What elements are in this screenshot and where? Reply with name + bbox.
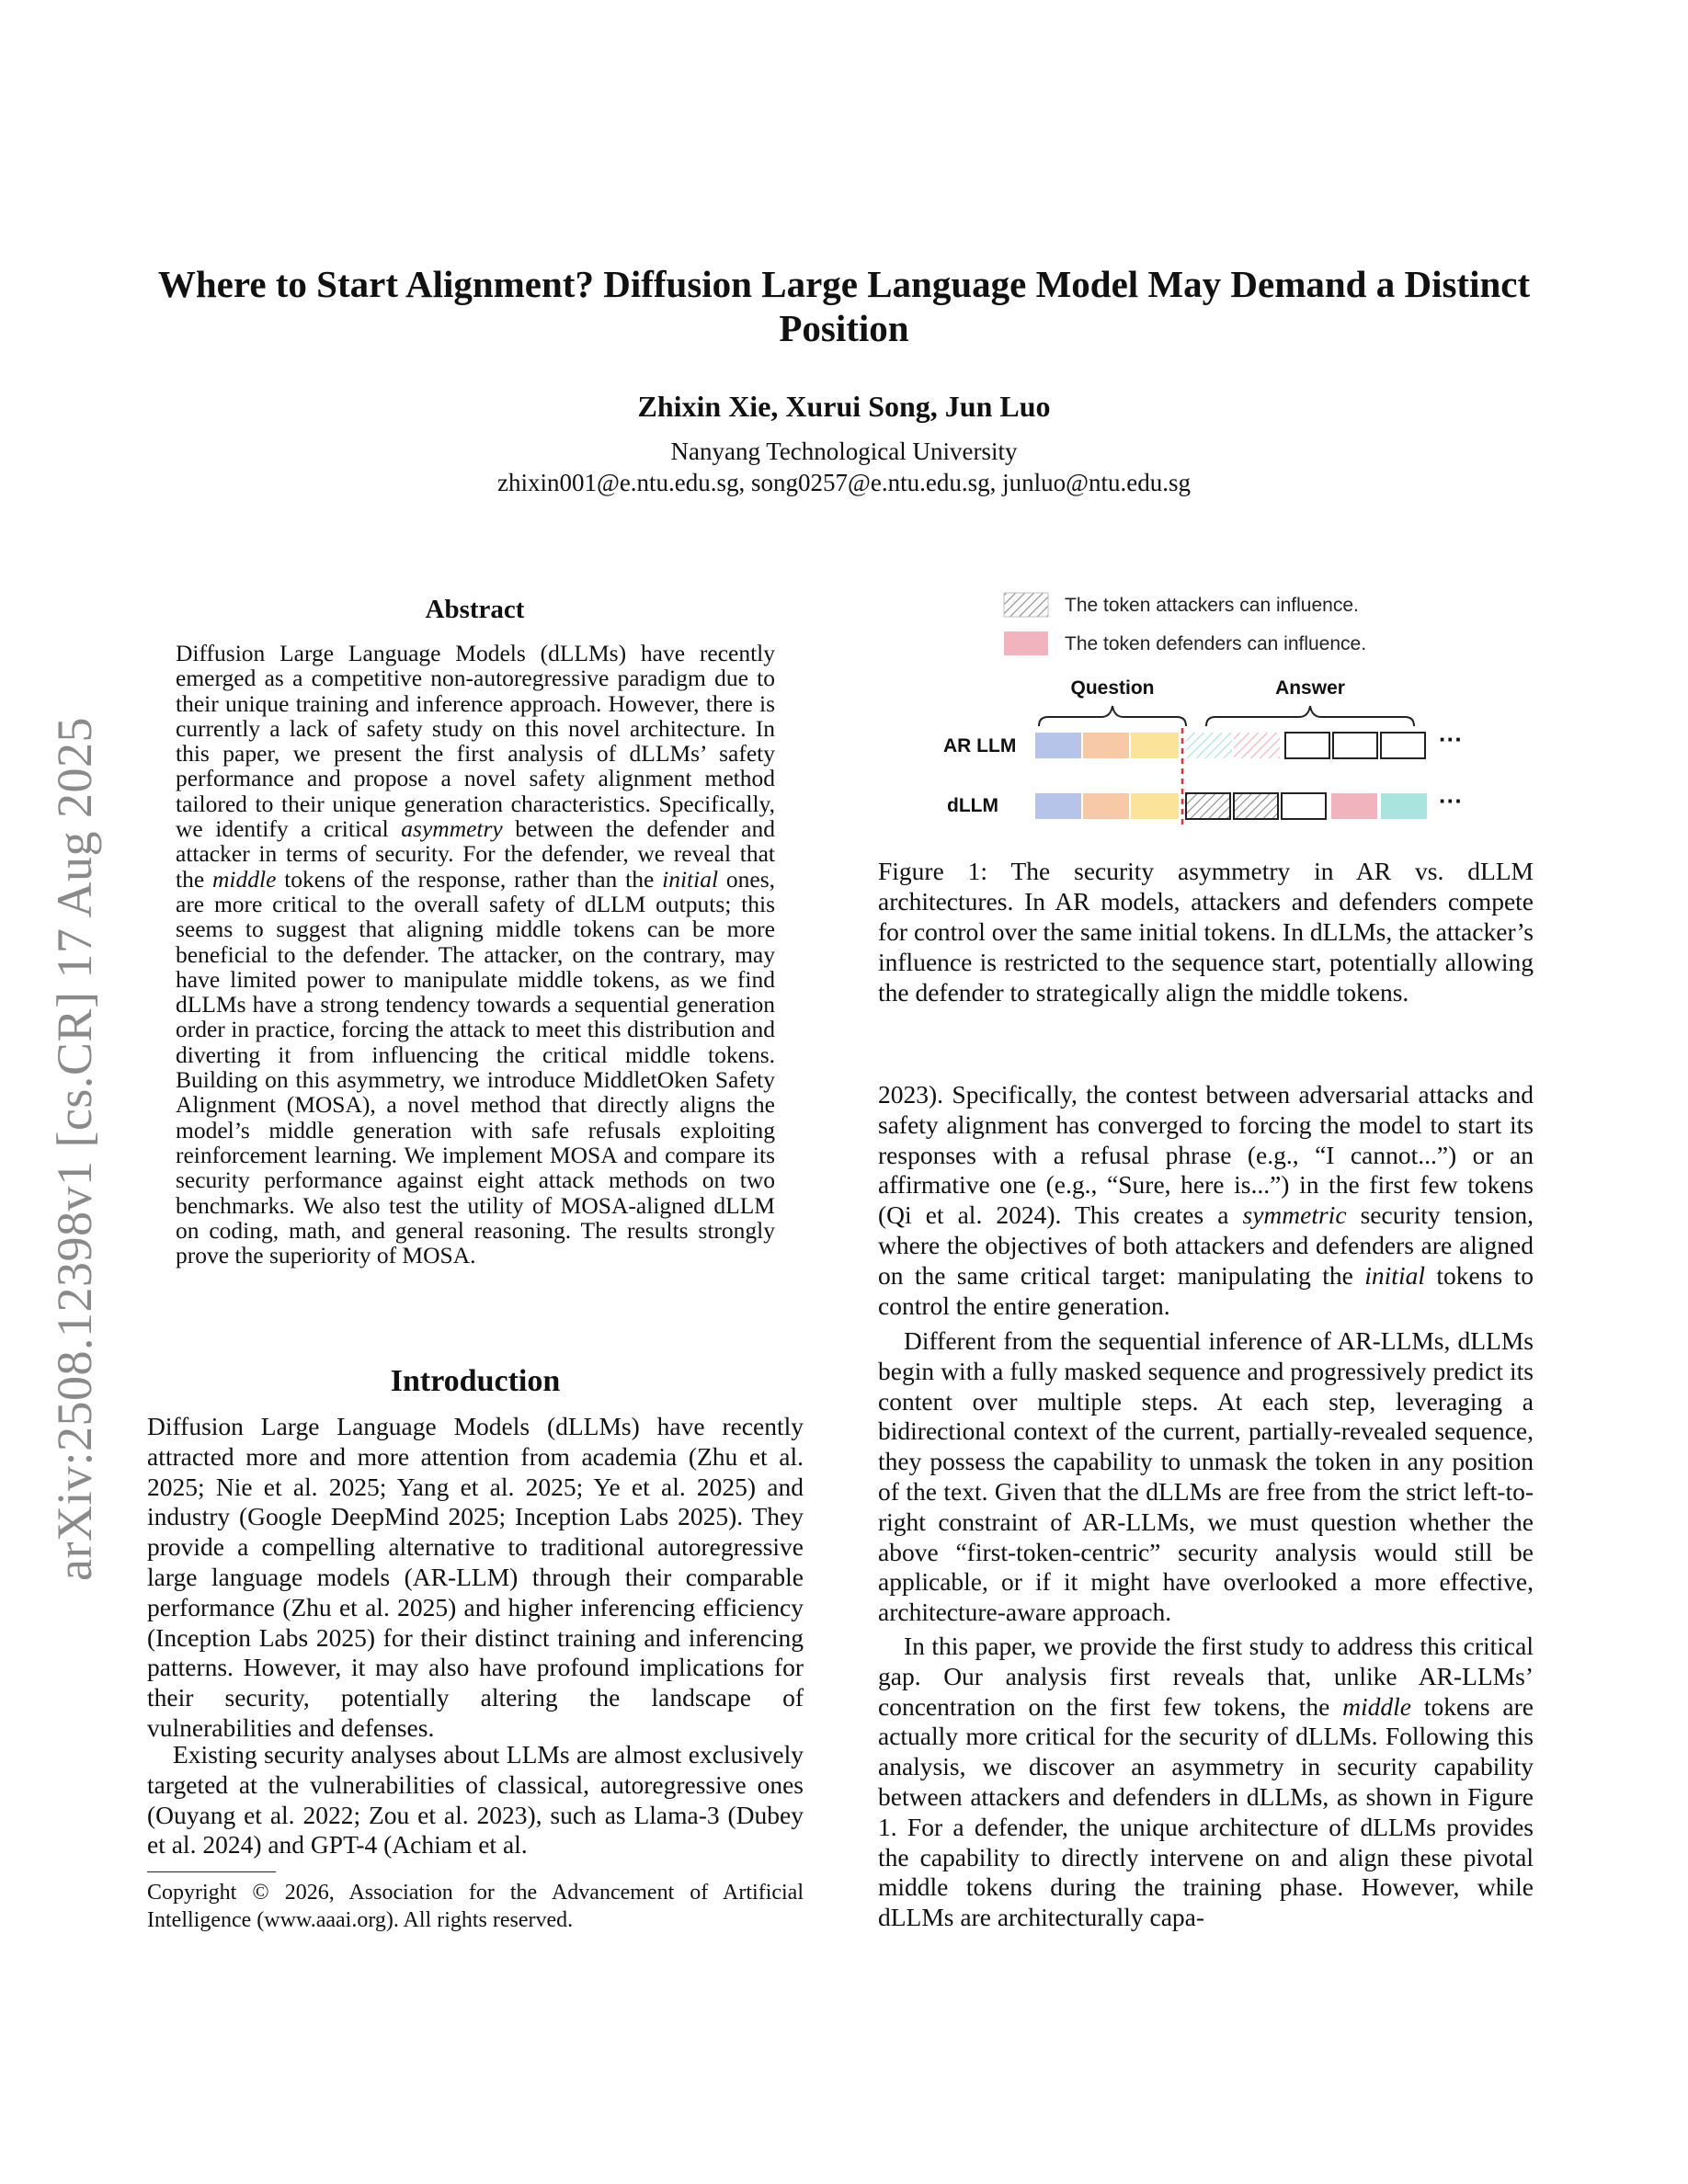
affiliation: Nanyang Technological University <box>670 438 1018 465</box>
paper-title: Where to Start Alignment? Diffusion Large Language Model May Demand a Distinct Position <box>157 263 1531 349</box>
abstract-body: Diffusion Large Language Models (dLLMs) have recently emerged as a competitive non-autoregressive paradigm due to their unique training and inference approach. However, there is currently a lack of safety study on this novel architecture. In this paper, we present the first analysis of dLLMs’ safety performance and propose a novel safety alignment method tailored to their unique generation characteristics. Specifically, we identify a critical asymmetry between the defender and attacker in terms of security. For the defender, we reveal that the middle tokens of the response, rather than the initial ones, are more critical to the overall safety of dLLM outputs; this seems to suggest that aligning middle tokens can be more beneficial to the defender. The attacker, on the contrary, may have limited power to manipulate middle tokens, as we find dLLMs have a strong tendency towards a sequential generation order in practice, forcing the attack to meet this distribution and diverting it from influencing the critical middle tokens. Building on this asymmetry, we introduce MiddletOken Safety Alignment (MOSA), a novel method that directly aligns the model’s middle generation with safe refusals exploiting reinforcement learning. We implement MOSA and compare its security performance against eight attack methods on two benchmarks. We also test the utility of MOSA-aligned dLLM on coding, math, and general reasoning. The results strongly prove the superiority of MOSA. <box>176 640 775 1269</box>
abstract-heading: Abstract <box>425 595 525 624</box>
author-emails: zhixin001@e.ntu.edu.sg, song0257@e.ntu.edu.sg, junluo@ntu.edu.sg <box>496 469 1192 496</box>
right-paragraph-1: 2023). Specifically, the contest between adversarial attacks and safety alignment has converged to forcing the model to start its responses with a refusal phrase (e.g., “I cannot...”) or an affirmative one (e.g., “Sure, here is...”) in the first few tokens (Qi et al. 2024). This creates a symmetric security tension, where the objectives of both attackers and defenders are aligned on the same critical target: manipulating the initial tokens to control the entire generation. <box>878 1080 1534 1320</box>
intro-paragraph-2: Existing security analyses about LLMs are almost exclusively targeted at the vulnerabilities of classical, autoregressive ones (Ouyang et al. 2022; Zou et al. 2023), such as Llama-3 (Dubey et al. 2024) and GPT-4 (Achiam et al. <box>147 1740 804 1860</box>
arxiv-identifier: arXiv:2508.12398v1 [cs.CR] 17 Aug 2025 <box>47 717 102 1581</box>
question-label: Question <box>1070 677 1155 699</box>
right-paragraph-2: Different from the sequential inference of AR-LLMs, dLLMs begin with a fully masked sequence and progressively predict its content over multiple steps. At each step, leveraging a bidirectional context of the current, partially-revealed sequence, they possess the capability to unmask the token in any position of the text. Given that the dLLMs are free from the strict left-to-right constraint of AR-LLMs, we must question whether the above “first-token-centric” security analysis would still be applicable, or if it might have overlooked a more effective, architecture-aware approach. <box>878 1326 1534 1627</box>
ar-answer-token-3 <box>1285 733 1329 758</box>
footnote-rule <box>147 1871 276 1872</box>
dllm-answer-token-4 <box>1331 793 1377 819</box>
ar-answer-token-4 <box>1333 733 1377 758</box>
ar-answer-token-5 <box>1381 733 1425 758</box>
dllm-answer-token-5 <box>1381 793 1427 819</box>
answer-label: Answer <box>1275 677 1345 699</box>
answer-brace <box>1206 706 1414 726</box>
copyright-footnote: Copyright © 2026, Association for the Advancement of Artificial Intelligence (www.aaai.org). All rights reserved. <box>147 1881 804 1932</box>
dllm-answer-token-1 <box>1186 793 1230 819</box>
intro-paragraph-1: Diffusion Large Language Models (dLLMs) have recently attracted more and more attention from academia (Zhu et al. 2025; Nie et al. 2025; Yang et al. 2025; Ye et al. 2025) and industry (Google DeepMind 2025; Inception Labs 2025). They provide a compelling alternative to traditional autoregressive large language models (AR-LLM) through their comparable performance (Zhu et al. 2025) and higher inferencing efficiency (Inception Labs 2025) for their distinct training and inferencing patterns. However, it may also have profound implications for their security, potentially altering the landscape of vulnerabilities and defenses. <box>147 1412 804 1742</box>
dllm-question-token-3 <box>1131 793 1179 819</box>
introduction-heading: Introduction <box>390 1364 561 1398</box>
legend-defender-swatch <box>1004 631 1048 655</box>
right-paragraph-3: In this paper, we provide the first study to address this critical gap. Our analysis first reveals that, unlike AR-LLMs’ concentration on the first few tokens, the middle tokens are actually more critical for the security of dLLMs. Following this analysis, we discover an asymmetry in security capability between attackers and defenders in dLLMs, as shown in Figure 1. For a defender, the unique architecture of dLLMs provides the capability to directly intervene on and align these pivotal middle tokens during the training phase. However, while dLLMs are architecturally capa- <box>878 1632 1534 1932</box>
dllm-question-token-1 <box>1035 793 1081 819</box>
ar-ellipsis: ··· <box>1439 725 1463 753</box>
ar-question-token-2 <box>1083 733 1129 758</box>
question-brace <box>1039 706 1186 726</box>
ar-answer-token-2 <box>1234 733 1280 758</box>
ar-question-token-1 <box>1035 733 1081 758</box>
figure-1-caption: Figure 1: The security asymmetry in AR vs. dLLM architectures. In AR models, attackers and defenders compete for control over the same initial tokens. In dLLMs, the attacker’s influence is restricted to the sequence start, potentially allowing the defender to strategically align the middle tokens. <box>878 857 1534 1007</box>
legend-defender-text: The token defenders can influence. <box>1065 633 1367 654</box>
figure-1 <box>938 579 1489 836</box>
ar-question-token-3 <box>1131 733 1179 758</box>
dllm-question-token-2 <box>1083 793 1129 819</box>
ar-answer-token-1 <box>1186 733 1232 758</box>
legend-attacker-text: The token attackers can influence. <box>1065 595 1359 616</box>
row-label-dllm: dLLM <box>947 795 998 816</box>
dllm-answer-token-2 <box>1234 793 1278 819</box>
author-list: Zhixin Xie, Xurui Song, Jun Luo <box>637 390 1051 423</box>
legend-attacker-swatch <box>1004 593 1048 617</box>
dllm-answer-token-3 <box>1282 793 1326 819</box>
row-label-ar-llm: AR LLM <box>943 735 1017 756</box>
figure-1-diagram <box>938 579 1489 836</box>
dllm-ellipsis: ··· <box>1439 787 1463 814</box>
